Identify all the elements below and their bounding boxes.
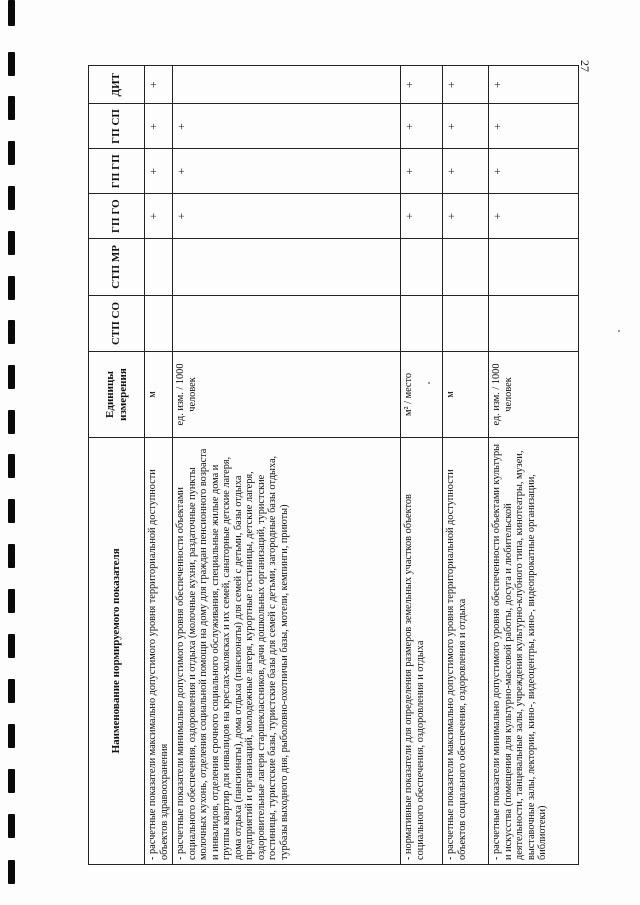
binding-hole: [8, 860, 15, 884]
header-gp-go: ГП ГО: [89, 194, 145, 239]
binding-hole: [8, 96, 15, 120]
cell-dit: +: [443, 66, 489, 104]
cell-stp-so: [145, 295, 173, 352]
binding-hole: [8, 410, 15, 434]
cell-unit: ед. изм. / 1000 человек: [173, 352, 401, 437]
cell-gp-sp: +: [443, 104, 489, 149]
binding-hole: [8, 679, 15, 703]
cell-dit: +: [145, 66, 173, 104]
cell-stp-so: [443, 295, 489, 352]
binding-hole: [8, 52, 15, 76]
cell-unit: м² / место: [401, 352, 443, 437]
cell-stp-so: [401, 295, 443, 352]
table-header-row: [89, 66, 145, 865]
cell-dit: +: [489, 66, 579, 104]
binding-hole: [8, 544, 15, 568]
cell-stp-mr: [489, 239, 579, 296]
binding-hole: [8, 499, 15, 523]
cell-gp-sp: +: [401, 104, 443, 149]
cell-stp-so: [489, 295, 579, 352]
header-gp-sp: ГП СП: [89, 104, 145, 149]
cell-gp-go: +: [173, 194, 401, 239]
cell-gp-gp: +: [489, 149, 579, 194]
cell-gp-gp: +: [173, 149, 401, 194]
cell-stp-mr: [401, 239, 443, 296]
cell-gp-go: +: [489, 194, 579, 239]
cell-indicator-name: - расчетные показатели максимально допустимого уровня территориальной доступности объектов социального обеспечения, оздоровления и отдыха: [443, 437, 489, 864]
cell-gp-go: +: [145, 194, 173, 239]
cell-stp-mr: [443, 239, 489, 296]
header-dit: ДИТ: [89, 66, 145, 104]
norms-table: [88, 65, 579, 865]
binding-hole: [8, 814, 15, 838]
cell-stp-mr: [173, 239, 401, 296]
page-number: 27: [578, 60, 592, 72]
binding-hole: [8, 769, 15, 793]
cell-unit: м: [443, 352, 489, 437]
cell-unit: ед. изм. / 1000 человек: [489, 352, 579, 437]
cell-gp-gp: +: [145, 149, 173, 194]
table-row: [489, 66, 579, 865]
header-stp-so: СТП СО: [89, 295, 145, 352]
binding-hole: [8, 634, 15, 658]
binding-hole: [8, 141, 15, 165]
header-unit: Единицы измерения: [89, 352, 145, 437]
binding-hole: [8, 186, 15, 210]
binding-hole: [8, 365, 15, 389]
table-row: [173, 66, 401, 865]
cell-gp-gp: +: [401, 149, 443, 194]
binding-hole: [8, 454, 15, 478]
cell-indicator-name: - расчетные показатели минимально допустимого уровня обеспеченности объектами культуры и искусства (помещения для культурно-массовой работы, досуга и любительской деятельности, танцевальные залы, учреждения культурно-клубного типа, кинотеатры, музеи, выставочные залы, лектории, кино-, видеоцентры, кино-, видеопрокатные организации, библиотеки): [489, 437, 579, 864]
cell-stp-mr: [145, 239, 173, 296]
cell-gp-sp: +: [145, 104, 173, 149]
cell-stp-so: [173, 295, 401, 352]
cell-dit: +: [401, 66, 443, 104]
table-row: [401, 66, 443, 865]
binding-hole: [8, 0, 15, 26]
cell-gp-sp: +: [489, 104, 579, 149]
binding-hole: [8, 724, 15, 748]
header-name: Наименование нормируемого показателя: [89, 437, 145, 864]
scan-speck: [618, 330, 620, 332]
cell-gp-gp: +: [443, 149, 489, 194]
cell-gp-go: +: [401, 194, 443, 239]
cell-indicator-name: - расчетные показатели максимально допустимого уровня территориальной доступности объектов здравоохранения: [145, 437, 173, 864]
binding-hole: [8, 320, 15, 344]
cell-indicator-name: - нормативные показатели для определения размеров земельных участков объектов социального обеспечения, оздоровления и отдыха: [401, 437, 443, 864]
cell-gp-sp: +: [173, 104, 401, 149]
binding-hole: [8, 276, 15, 300]
rotated-table-container: [88, 65, 578, 865]
cell-dit: [173, 66, 401, 104]
binding-hole: [8, 231, 15, 255]
cell-gp-go: +: [443, 194, 489, 239]
header-stp-mr: СТП МР: [89, 239, 145, 296]
header-gp-gp: ГП ГП: [89, 149, 145, 194]
cell-unit: м: [145, 352, 173, 437]
table-row: [145, 66, 173, 865]
table-row: [443, 66, 489, 865]
cell-indicator-name: - расчетные показатели минимально допустимого уровня обеспеченности объектами социального обеспечения, оздоровления и отдыха (молочные кухни, раздаточные пункты молочных кухонь, отделения социальной помощи на дому для граждан пенсионного возраста и инвалидов, отделения срочного социального обслуживания, специальные жилые дома и группы квартир для инвалидов на креслах-колясках и их семей, санаторные детские лагеря, дома отдыха (пансионаты), дома отдыха (пансионаты) для семей с детьми, базы отдыха предприятий и организаций, молодежные лагеря, курортные гостиницы, детские лагеря, оздоровительные лагеря старшеклассников, дачи дошкольных организаций, туристские гостиницы, туристские базы, туристские базы для семей с детьми, загородные базы отдыха, турбазы выходного дня, рыболовно-охотничьи базы, мотели, кемпинги, приюты): [173, 437, 401, 864]
binding-hole: [8, 589, 15, 613]
